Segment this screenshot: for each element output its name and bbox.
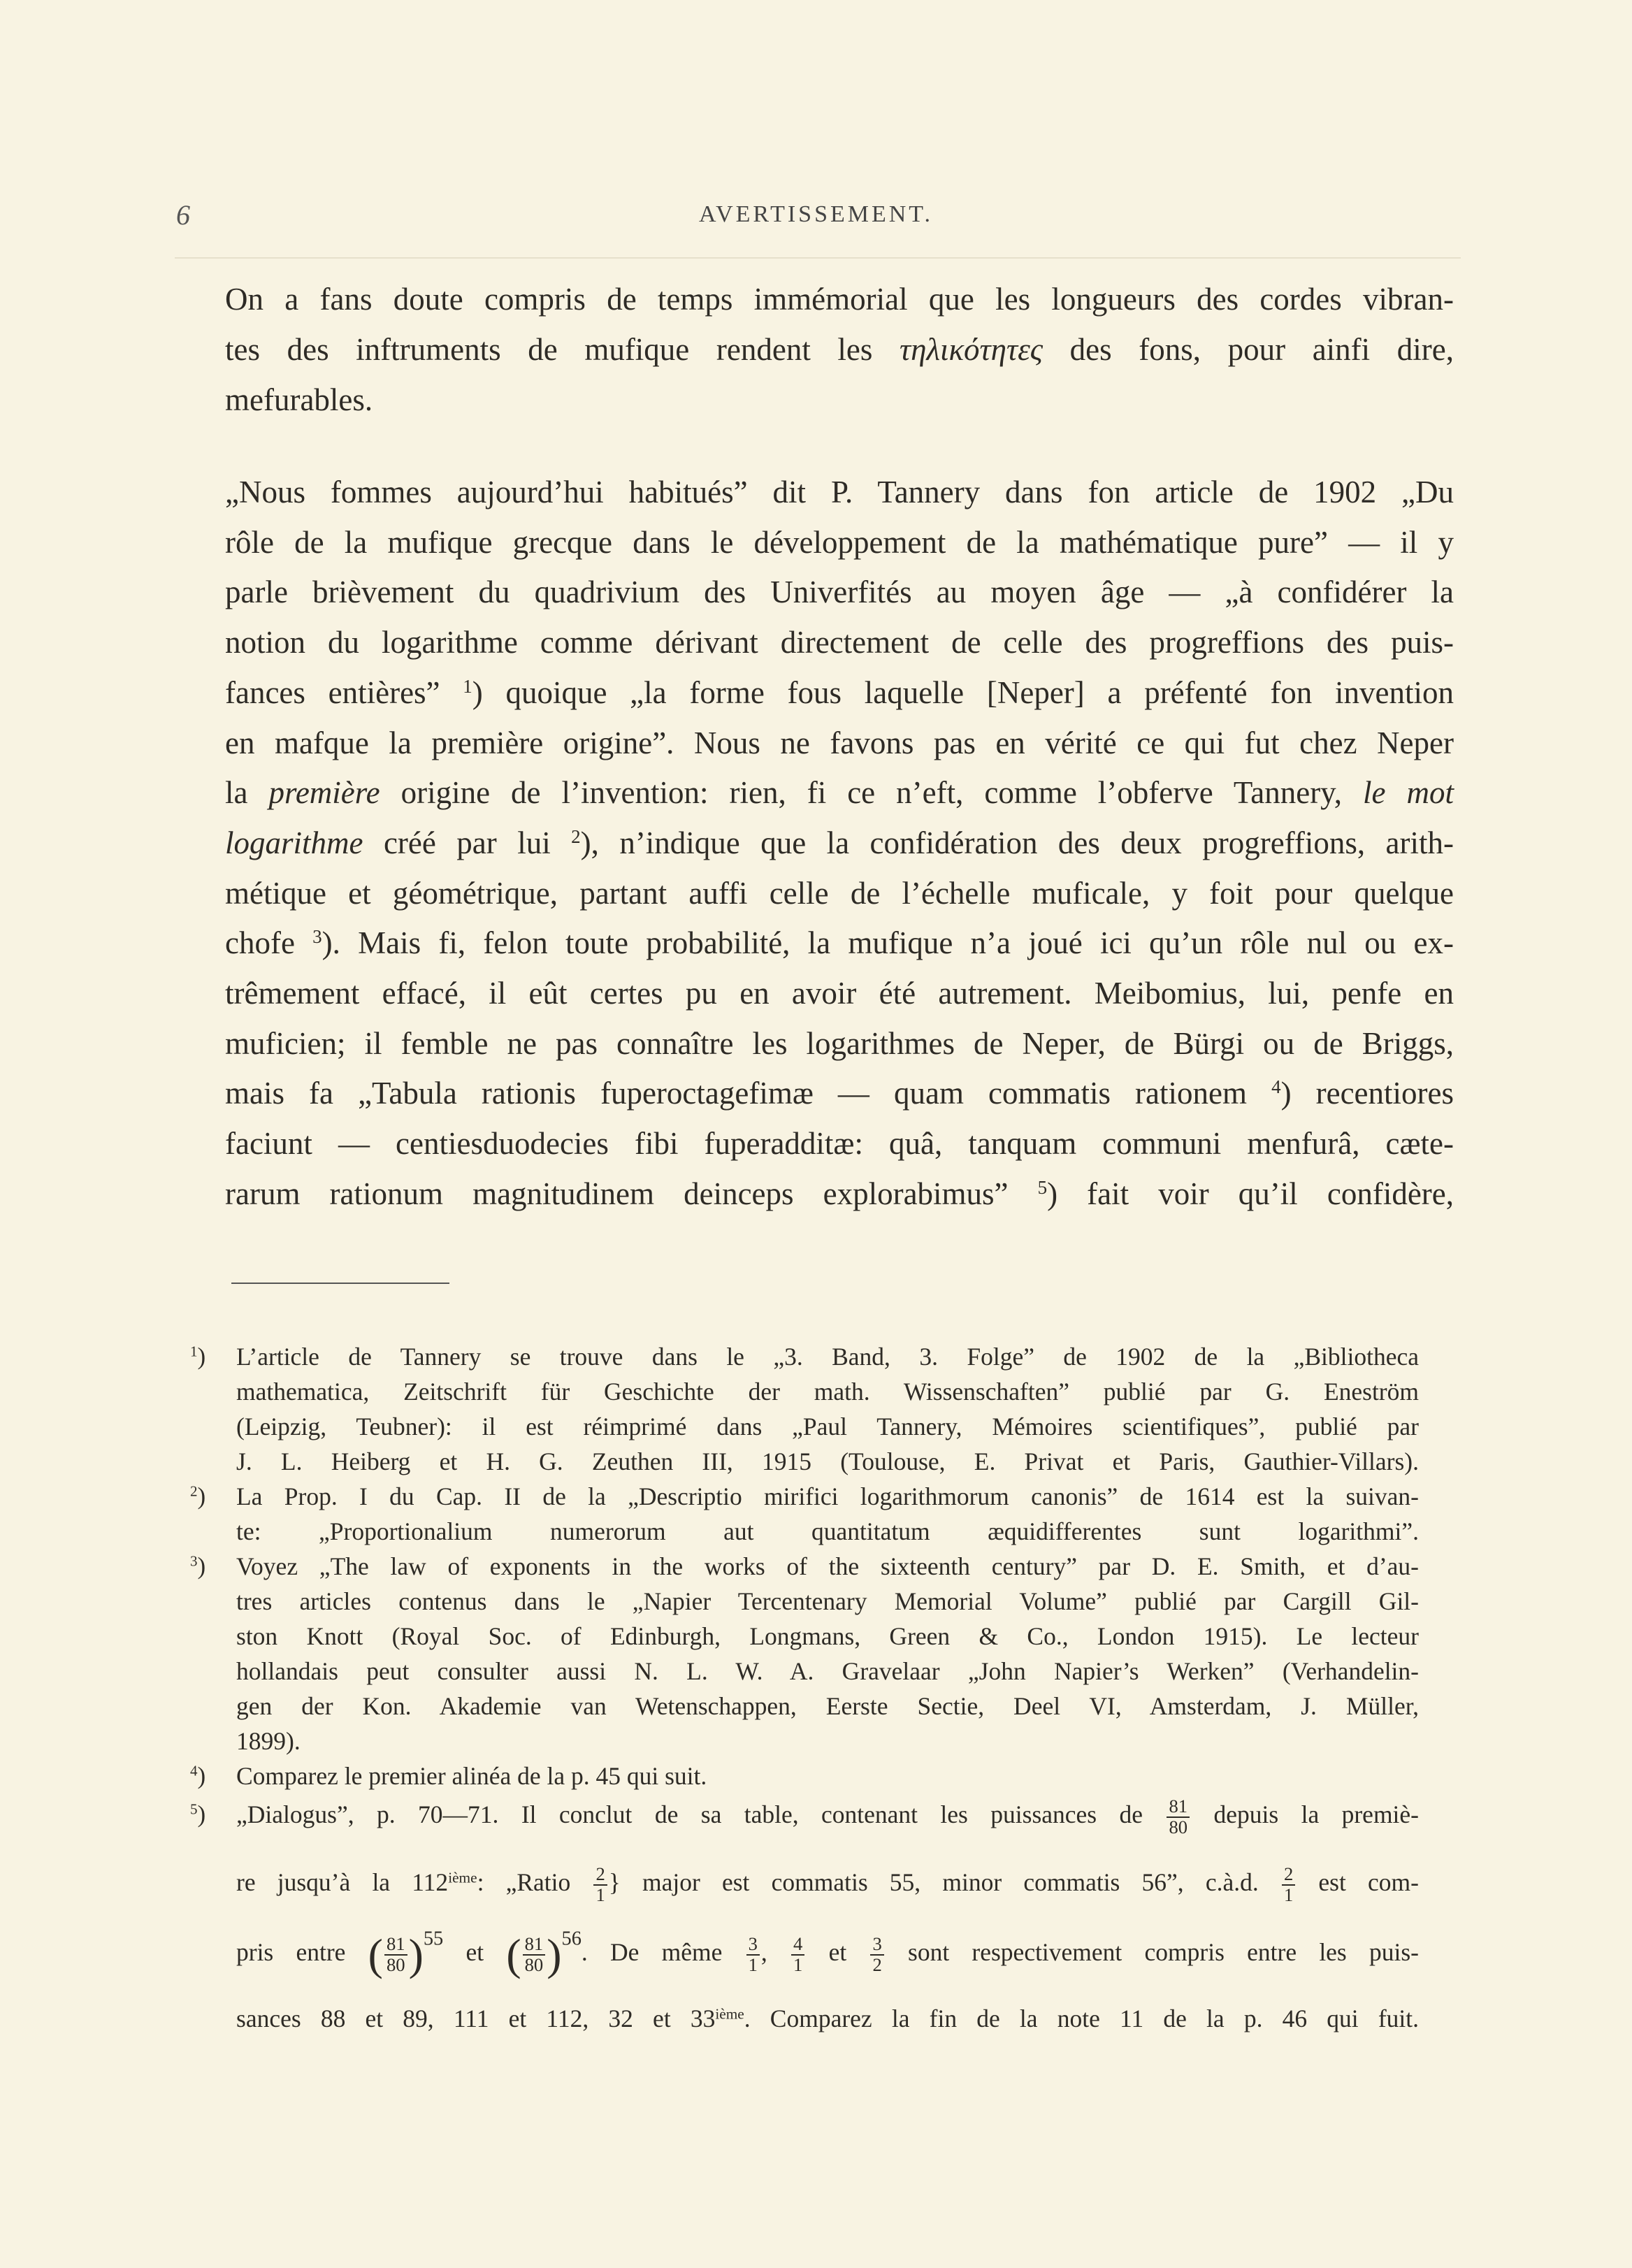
text-run: mefurables.: [225, 382, 373, 417]
denominator: 1: [595, 1884, 605, 1905]
italic-text: première: [268, 775, 380, 811]
text-run: origine de l’invention: rien, fi ce n’eft, comme l’obferve Tannery,: [380, 775, 1364, 811]
text-run: On a fans doute compris de temps immémorial que les longueurs des cordes vibran-: [225, 282, 1454, 317]
text-run: faciunt — centiesduodecies fibi fuperadditæ: quâ, tanquam communi menfurâ, cæte-: [225, 1126, 1454, 1162]
denominator: 80: [524, 1953, 544, 1975]
text-line: [236, 1797, 1419, 1837]
text-run: pris entre: [236, 1938, 368, 1967]
text-line: [236, 1758, 1419, 1793]
text-run: créé par lui: [363, 825, 572, 860]
text-run: ) recentiores: [1280, 1076, 1454, 1111]
text-run: et: [806, 1938, 869, 1967]
text-line: [236, 1479, 1419, 1514]
text-line: [236, 1689, 1419, 1724]
text-run: gen der Kon. Akademie van Wetenschappen, Eerste Sectie, Deel VI, Amsterdam, J. Müller,: [236, 1692, 1419, 1720]
exponent: 55: [423, 1928, 444, 1950]
text-run: } major est commatis 55, minor commatis 56”, c.à.d.: [608, 1868, 1280, 1897]
text-line: [225, 767, 1454, 818]
numerator: 4: [791, 1935, 804, 1956]
footnote-number: 4: [190, 1762, 198, 1779]
text-run: parle brièvement du quadrivium des Univerfités au moyen âge — „à confidérer la: [225, 575, 1454, 610]
fraction: [593, 1865, 607, 1905]
footnote-marker: $^4$): [190, 1762, 206, 1789]
footnote-marker: $^1$): [190, 1343, 206, 1370]
numerator: 2: [1282, 1865, 1295, 1886]
text-line: [236, 1619, 1419, 1654]
text-run: L’article de Tannery se trouve dans le „3. Band, 3. Folge” de 1902 de la „Bibliotheca: [236, 1343, 1419, 1371]
text-run: des fons, pour ainfi dire,: [1043, 332, 1454, 367]
text-line: [236, 1654, 1419, 1689]
footnote-reference: 5: [1037, 1176, 1048, 1198]
text-run: Comparez le premier alinéa de la p. 45 qui suit.: [236, 1762, 707, 1790]
footnote-reference: 1: [463, 675, 472, 697]
text-run: te: „Proportionalium numerorum aut quantitatum æquidifferentes sunt logarithmi”.: [236, 1517, 1419, 1545]
text-run: „Dialogus”, p. 70—71. Il conclut de sa table, contenant les puissances de: [236, 1800, 1166, 1829]
fraction: [870, 1935, 883, 1975]
text-line: [236, 1374, 1419, 1409]
footnote-number: 3: [190, 1552, 198, 1570]
text-line: [225, 818, 1454, 868]
right-paren: ): [547, 1929, 562, 1979]
text-line: [236, 1514, 1419, 1549]
fraction: [746, 1935, 760, 1975]
text-run: tres articles contenus dans le „Napier Tercentenary Memorial Volume” publié par Cargill Gil-: [236, 1587, 1419, 1615]
fraction: [384, 1935, 407, 1975]
left-paren: (: [368, 1929, 383, 1979]
fraction: [523, 1935, 546, 1975]
text-run: . Comparez la fin de la note 11 de la p. 46 qui fuit.: [744, 2005, 1420, 2032]
text-line: [236, 1928, 1419, 1979]
text-run: mathematica, Zeitschrift für Geschichte der math. Wissenschaften” publié par G. Eneström: [236, 1378, 1419, 1406]
denominator: 1: [748, 1953, 758, 1975]
text-line: [225, 1169, 1454, 1219]
text-run: : „Ratio: [477, 1868, 593, 1897]
fraction: [1167, 1797, 1190, 1837]
text-line: [225, 517, 1454, 568]
text-run: ). Mais fi, felon toute probabilité, la mufique n’a joué ici qu’un rôle nul ou ex-: [322, 925, 1454, 961]
text-run: tes des inftruments de mufique rendent les: [225, 332, 900, 367]
footnote-number: 5: [190, 1800, 198, 1818]
text-line: [225, 324, 1454, 375]
italic-text: τηλικότητες: [900, 332, 1044, 367]
text-run: re jusqu’à la 112: [236, 1868, 449, 1897]
text-run: chofe: [225, 925, 313, 961]
parenthesized-power: [368, 1928, 444, 1979]
text-line: [236, 1444, 1419, 1479]
right-paren: ): [408, 1929, 424, 1979]
text-line: [225, 868, 1454, 918]
text-line: [225, 617, 1454, 667]
text-run: en mafque la première origine”. Nous ne favons pas en vérité ce qui fut chez Neper: [225, 725, 1454, 760]
text-run: ston Knott (Royal Soc. of Edinburgh, Longmans, Green & Co., London 1915). Le lecteur: [236, 1622, 1419, 1650]
text-line: [236, 1724, 1419, 1758]
text-line: [236, 1409, 1419, 1444]
text-run: „Nous fommes aujourd’hui habitués” dit P. Tannery dans fon article de 1902 „Du: [225, 475, 1454, 510]
text-run: métique et géométrique, partant auffi celle de l’échelle muficale, y foit pour quelque: [225, 875, 1454, 911]
footnote-reference: ième: [715, 2005, 744, 2023]
text-run: rôle de la mufique grecque dans le développement de la mathématique pure” — il y: [225, 524, 1454, 560]
text-line: [236, 1584, 1419, 1619]
numerator: 81: [523, 1935, 546, 1956]
denominator: 1: [1283, 1884, 1294, 1905]
text-run: ) quoique „la forme fous laquelle [Neper] a préfenté fon invention: [472, 674, 1454, 710]
text-line: [225, 274, 1454, 324]
text-line: [236, 1865, 1419, 1905]
page-number: 6: [176, 199, 190, 231]
header-rule: [175, 257, 1461, 259]
fraction: [1282, 1865, 1295, 1905]
text-run: fances entières”: [225, 674, 463, 710]
running-header: AVERTISSEMENT.: [698, 201, 934, 227]
numerator: 81: [1167, 1797, 1190, 1818]
text-run: ), n’indique que la confidération des deux progreffions, arith-: [580, 825, 1454, 860]
footnote-marker: $^2$): [190, 1482, 206, 1510]
parenthesized-power: [506, 1928, 582, 1979]
text-run: hollandais peut consulter aussi N. L. W. A. Gravelaar „John Napier’s Werken” (Verhandelin-: [236, 1657, 1419, 1685]
text-line: [236, 1549, 1419, 1584]
text-line: [225, 375, 1454, 425]
footnote-separator: [231, 1283, 449, 1284]
text-run: mais fa „Tabula rationis fuperoctagefimæ — quam commatis rationem: [225, 1076, 1272, 1111]
text-run: . De même: [581, 1938, 745, 1967]
text-line: [225, 667, 1454, 718]
text-line: [225, 567, 1454, 617]
text-run: sances 88 et 89, 111 et 112, 32 et 33: [236, 2005, 716, 2032]
text-run: est com-: [1297, 1868, 1419, 1897]
exponent: 56: [561, 1928, 582, 1950]
denominator: 80: [1169, 1816, 1188, 1837]
text-line: [225, 467, 1454, 517]
text-run: 1899).: [236, 1727, 301, 1755]
text-line: [225, 1068, 1454, 1118]
text-run: ,: [760, 1938, 790, 1967]
footnote-reference: 4: [1271, 1076, 1281, 1098]
text-run: rarum rationum magnitudinem deinceps explorabimus”: [225, 1176, 1038, 1211]
numerator: 2: [593, 1865, 607, 1886]
text-run: et: [443, 1938, 507, 1967]
numerator: 81: [384, 1935, 407, 1956]
text-line: [225, 1018, 1454, 1069]
denominator: 1: [793, 1953, 803, 1975]
text-run: trêmement effacé, il eût certes pu en avoir été autrement. Meibomius, lui, penfe en: [225, 976, 1454, 1011]
footnote-number: 1: [190, 1343, 198, 1360]
numerator: 3: [870, 1935, 883, 1956]
footnote-number: 2: [190, 1482, 198, 1500]
text-run: J. L. Heiberg et H. G. Zeuthen III, 1915 (Toulouse, E. Privat et Paris, Gauthier-Villars).: [236, 1447, 1419, 1475]
text-line: [225, 1118, 1454, 1169]
text-run: muficien; il femble ne pas connaître les logarithmes de Neper, de Bürgi ou de Briggs,: [225, 1025, 1454, 1061]
footnote-reference: 3: [312, 926, 322, 948]
text-run: ) fait voir qu’il confidère,: [1047, 1176, 1454, 1211]
text-run: la: [225, 775, 269, 811]
numerator: 3: [746, 1935, 760, 1956]
text-run: notion du logarithme comme dérivant directement de celle des progreffions des puis-: [225, 625, 1454, 660]
text-run: Voyez „The law of exponents in the works of the sixteenth century” par D. E. Smith, et d’au-: [236, 1552, 1419, 1580]
denominator: 80: [386, 1953, 405, 1975]
footnote-reference: 2: [571, 826, 581, 848]
italic-text: logarithme: [225, 825, 363, 860]
text-line: [236, 2001, 1419, 2036]
left-paren: (: [506, 1929, 521, 1979]
text-line: [236, 1339, 1419, 1374]
fraction: [791, 1935, 804, 1975]
denominator: 2: [872, 1953, 882, 1975]
text-line: [225, 968, 1454, 1018]
text-run: La Prop. I du Cap. II de la „Descriptio mirifici logarithmorum canonis” de 1614 est la suivan-: [236, 1482, 1419, 1510]
text-run: depuis la premiè-: [1191, 1800, 1419, 1829]
text-line: [225, 718, 1454, 768]
italic-text: le mot: [1363, 775, 1454, 811]
footnote-marker: $^5$): [190, 1800, 206, 1828]
text-run: (Leipzig, Teubner): il est réimprimé dans „Paul Tannery, Mémoires scientifiques”, publié par: [236, 1413, 1419, 1440]
text-line: [225, 918, 1454, 968]
footnote-marker: $^3$): [190, 1552, 206, 1580]
text-run: sont respectivement compris entre les puis-: [885, 1938, 1419, 1967]
footnote-reference: ième: [448, 1869, 477, 1886]
